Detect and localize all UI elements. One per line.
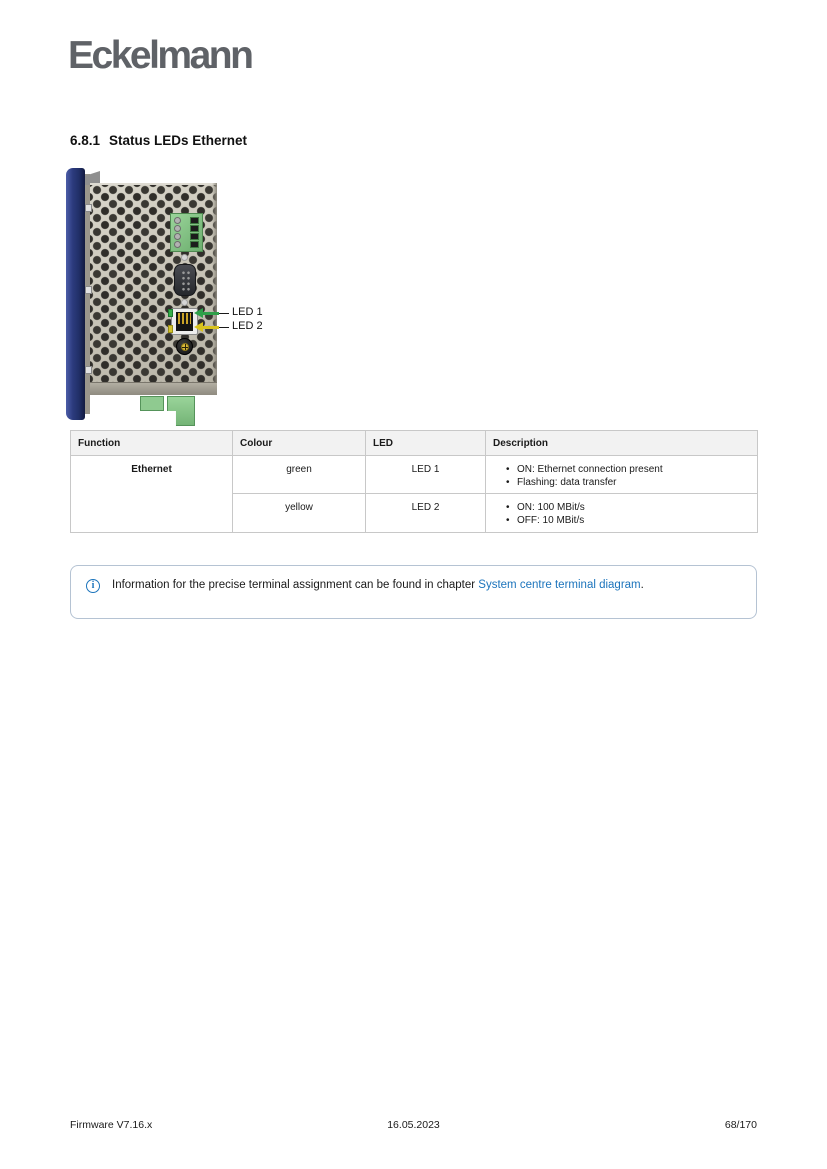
terminal-opening (174, 217, 181, 224)
led-cell: LED 2 (366, 494, 486, 533)
led-spec-table (70, 430, 758, 533)
led2-arrow-line (203, 326, 219, 329)
din-rail-clip (140, 396, 164, 411)
info-note-text (112, 577, 718, 593)
rotary-dial (181, 343, 189, 351)
description-cell (486, 456, 758, 494)
col-header-description: Description (486, 431, 758, 456)
function-cell: Ethernet (71, 456, 233, 533)
led1-green-indicator (168, 309, 173, 317)
panel-edge (212, 183, 217, 395)
page-footer (70, 1119, 757, 1131)
colour-cell: green (233, 456, 366, 494)
terminal-opening (174, 233, 181, 240)
front-bezel (66, 168, 85, 420)
description-item: • Flashing: data transfer (506, 477, 751, 490)
led2-arrow-icon (194, 322, 203, 332)
footer-date: 16.05.2023 (387, 1119, 440, 1131)
dsub-screw (181, 254, 188, 261)
description-cell (486, 494, 758, 533)
section-heading (70, 133, 247, 148)
terminal-slot (190, 217, 199, 224)
terminal-slot (190, 241, 199, 248)
description-item: • ON: Ethernet connection present (506, 464, 751, 477)
col-header-led: LED (366, 431, 486, 456)
chapter-link[interactable]: System centre terminal diagram (478, 579, 641, 591)
terminal-block-connector (170, 213, 203, 252)
panel-bottom-edge (90, 382, 217, 395)
description-item: • ON: 100 MBit/s (506, 502, 751, 515)
mounting-tab (85, 366, 92, 374)
led2-callout-label: LED 2 (232, 320, 263, 332)
mounting-tab (85, 204, 92, 212)
terminal-opening (174, 241, 181, 248)
col-header-function: Function (71, 431, 233, 456)
rotary-switch (176, 338, 193, 355)
col-header-colour: Colour (233, 431, 366, 456)
section-title: Status LEDs Ethernet (109, 133, 248, 148)
led2-yellow-indicator (168, 325, 173, 333)
eckelmann-logo: Eckelmann (68, 34, 252, 77)
mounting-tab (85, 286, 92, 294)
led-cell: LED 1 (366, 456, 486, 494)
info-note-box (70, 565, 757, 619)
dsub-connector (174, 264, 196, 296)
info-text-before: Information for the precise terminal assignment can be found in chapter (112, 579, 479, 591)
terminal-slot (190, 233, 199, 240)
din-rail-clip (167, 396, 195, 426)
terminal-opening (174, 225, 181, 232)
info-icon: i (86, 579, 100, 593)
footer-firmware-version: Firmware V7.16.x (70, 1119, 153, 1131)
dsub-screw (181, 299, 188, 306)
led1-callout-label: LED 1 (232, 306, 263, 318)
description-item: • OFF: 10 MBit/s (506, 515, 751, 528)
ethernet-socket (176, 312, 193, 331)
colour-cell: yellow (233, 494, 366, 533)
led1-arrow-line (203, 312, 219, 315)
info-text-after: . (640, 579, 644, 591)
ethernet-pins (178, 313, 191, 324)
device-illustration (64, 166, 314, 428)
led1-callout-line (219, 313, 229, 315)
table-row (71, 456, 758, 494)
led2-callout-line (219, 327, 229, 329)
table-header-row (71, 431, 758, 456)
dsub-pins (181, 270, 191, 292)
footer-page-number: 68/170 (724, 1119, 757, 1131)
led1-arrow-icon (194, 308, 203, 318)
terminal-slot (190, 225, 199, 232)
section-number: 6.8.1 (70, 133, 101, 148)
